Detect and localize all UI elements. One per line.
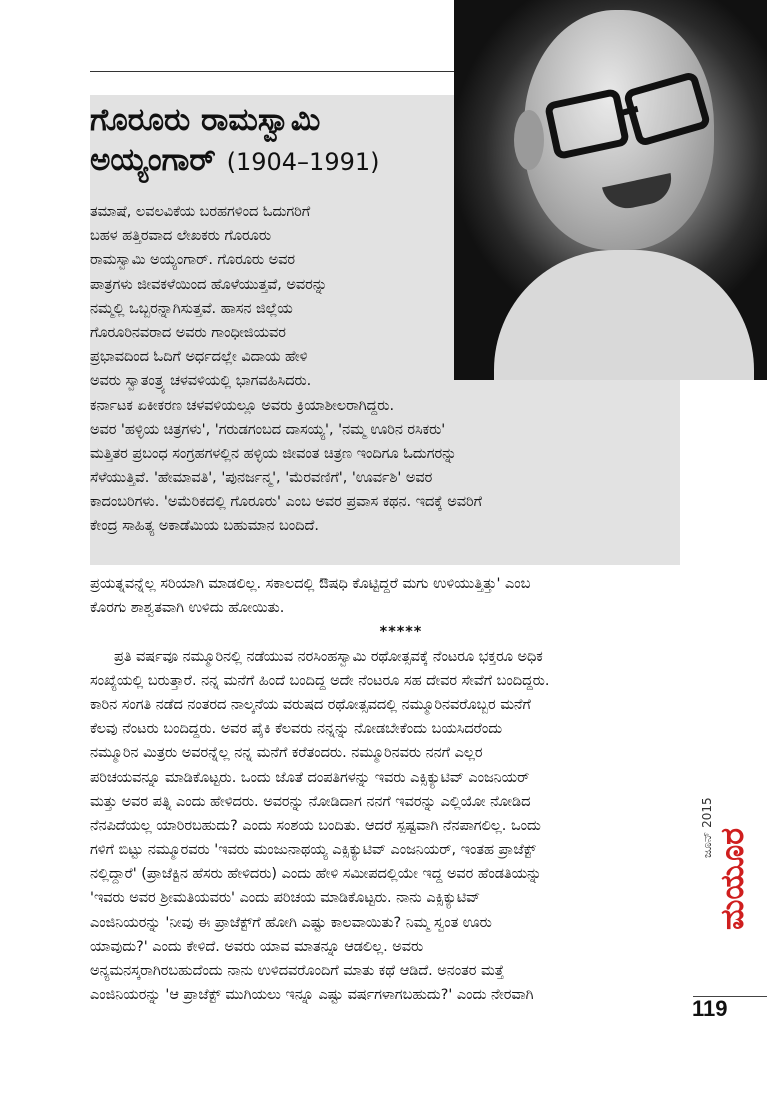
body-line: ಅನ್ಯಮನಸ್ಕರಾಗಿರಬಹುದೆಂದು ನಾನು ಉಳಿದವರೊಂದಿಗೆ ಮಾತು ಕಥೆ ಆಡಿದೆ. ಅನಂತರ ಮತ್ತೆ <box>90 963 505 979</box>
body-line: ಪರಿಚಯವನ್ನೂ ಮಾಡಿಕೊಟ್ಟರು. ಒಂದು ಜೊತೆ ದಂಪತಿಗಳನ್ನು ಇವರು ಎಕ್ಸಿಕ್ಯುಟಿವ್ ಎಂಜನಿಯರ್ <box>90 769 530 786</box>
body-line: ಪ್ರಯತ್ನವನ್ನೆಲ್ಲ ಸರಿಯಾಗಿ ಮಾಡಲಿಲ್ಲ. ಸಕಾಲದಲ್ಲಿ ಔಷಧಿ ಕೊಟ್ಟಿದ್ದರೆ ಮಗು ಉಳಿಯುತ್ತಿತ್ತು' ಎಂಬ <box>90 576 531 592</box>
title-line-2 <box>90 140 450 182</box>
intro-line: ಪಾತ್ರಗಳು ಜೀವಕಳೆಯಿಂದ ಹೊಳೆಯುತ್ತವೆ, ಅವರನ್ನು <box>90 276 328 293</box>
magazine-name: ಮಯೂರ <box>713 827 751 930</box>
title-line-1: ಗೊರೂರು ರಾಮಸ್ವಾಮಿ <box>90 102 321 138</box>
intro-line: ಗೊರೂರಿನವರಾದ ಅವರು ಗಾಂಧೀಜಿಯವರ <box>90 324 286 341</box>
page-number: 119 <box>692 996 728 1021</box>
body-line: ನೆನಪಿದೆಯಲ್ಲ ಯಾರಿರಬಹುದು? ಎಂದು ಸಂಶಯ ಬಂದಿತು. ಆದರೆ ಸ್ಪಷ್ಟವಾಗಿ ನೆನಪಾಗಲಿಲ್ಲ. ಒಂದು <box>90 817 541 834</box>
intro-line: ರಾಮಸ್ವಾಮಿ ಅಯ್ಯಂಗಾರ್. ಗೊರೂರು ಅವರ <box>90 252 295 269</box>
intro-line: ಮತ್ತಿತರ ಪ್ರಬಂಧ ಸಂಗ್ರಹಗಳಲ್ಲಿನ ಹಳ್ಳಿಯ ಜೀವಂತ ಚಿತ್ರಣ ಇಂದಿಗೂ ಓದುಗರನ್ನು <box>90 445 457 462</box>
article-body <box>90 572 682 1007</box>
sidebar-title <box>90 100 450 182</box>
intro-line: ಅವರು ಸ್ವಾತಂತ್ರ್ಯ ಚಳವಳಿಯಲ್ಲಿ ಭಾಗವಹಿಸಿದರು. <box>90 373 312 390</box>
portrait-ear <box>514 110 544 170</box>
body-line: 'ಇವರು ಅವರ ಶ್ರೀಮತಿಯವರು' ಎಂದು ಪರಿಚಯ ಮಾಡಿಕೊಟ್ಟರು. ನಾನು ಎಕ್ಸಿಕ್ಯುಟಿವ್ <box>90 890 481 907</box>
title-years: (1904–1991) <box>226 148 380 176</box>
title-name: ಅಯ್ಯಂಗಾರ್ <box>90 142 216 178</box>
body-line: ಪ್ರತಿ ವರ್ಷವೂ ನಮ್ಮೂರಿನಲ್ಲಿ ನಡೆಯುವ ನರಸಿಂಹಸ್ವಾಮಿ ರಥೋತ್ಸವಕ್ಕೆ ನೆಂಟರೂ ಭಕ್ತರೂ ಅಧಿಕ <box>114 648 543 665</box>
body-line: ಕೆಲವು ನೆಂಟರು ಬಂದಿದ್ದರು. ಅವರ ಪೈಕಿ ಕೆಲವರು ನನ್ನನ್ನು ನೋಡಬೇಕೆಂದು ಬಯಸಿದರೆಂದು <box>90 721 503 738</box>
intro-line: ತಮಾಷೆ, ಲವಲವಿಕೆಯ ಬರಹಗಳಿಂದ ಓದುಗರಿಗೆ <box>90 204 311 220</box>
intro-line: ನಮ್ಮಲ್ಲಿ ಒಬ್ಬರನ್ನಾಗಿಸುತ್ತವೆ. ಹಾಸನ ಜಿಲ್ಲೆಯ <box>90 300 293 317</box>
section-separator: ***** <box>379 624 423 641</box>
body-line: ಕಾರಿನ ಸಂಗತಿ ನಡೆದ ನಂತರದ ನಾಲ್ಕನೆಯ ವರುಷದ ರಥೋತ್ಸವದಲ್ಲಿ ನಮ್ಮೂರಿನವರೊಬ್ಬರ ಮನೆಗೆ <box>90 696 531 713</box>
intro-line: ಅವರ 'ಹಳ್ಳಿಯ ಚಿತ್ರಗಳು', 'ಗರುಡಗಂಬದ ದಾಸಯ್ಯ', 'ನಮ್ಮ ಊರಿನ ರಸಿಕರು' <box>90 421 446 438</box>
intro-line: ಪ್ರಭಾವದಿಂದ ಓದಿಗೆ ಅರ್ಧದಲ್ಲೇ ವಿದಾಯ ಹೇಳಿ <box>90 349 308 366</box>
body-line: ಎಂಜಿನಿಯರನ್ನು 'ನೀವು ಈ ಪ್ರಾಜೆಕ್ಟ್‌ಗೆ ಹೋಗಿ ಎಷ್ಟು ಕಾಲವಾಯಿತು? ನಿಮ್ಮ ಸ್ವಂತ ಊರು <box>90 914 492 931</box>
intro-line: ಕರ್ನಾಟಕ ಏಕೀಕರಣ ಚಳವಳಿಯಲ್ಲೂ ಅವರು ಕ್ರಿಯಾಶೀಲರಾಗಿದ್ದರು. <box>90 397 395 414</box>
body-line: ನಲ್ಲಿದ್ದಾರೆ' (ಪ್ರಾಜೆಕ್ಟಿನ ಹೆಸರು ಹೇಳಿದರು) ಎಂದು ಹೇಳಿ ಸಮೀಪದಲ್ಲಿಯೇ ಇದ್ದ ಅವರ ಹೆಂಡತಿಯನ್ನು <box>90 866 542 883</box>
intro-line: ಬಹಳ ಹತ್ತಿರವಾದ ಲೇಖಕರು ಗೊರೂರು <box>90 228 272 245</box>
intro-line: ಕಾದಂಬರಿಗಳು. 'ಅಮೆರಿಕದಲ್ಲಿ ಗೊರೂರು' ಎಂಬ ಅವರ ಪ್ರವಾಸ ಕಥನ. ಇದಕ್ಕೆ ಅವರಿಗೆ <box>90 494 482 511</box>
body-line: ಗಳಿಗೆ ಬಿಟ್ಟು ನಮ್ಮೂರವರು 'ಇವರು ಮಂಜುನಾಥಯ್ಯ ಎಕ್ಸಿಕ್ಯುಟಿವ್ ಎಂಜನಿಯರ್, ಇಂತಹ ಪ್ರಾಜೆಕ್ಟ್ <box>90 842 536 859</box>
header-rule <box>90 71 470 72</box>
body-line: ಮತ್ತು ಅವರ ಪತ್ನಿ ಎಂದು ಹೇಳಿದರು. ಅವರನ್ನು ನೋಡಿದಾಗ ನನಗೆ ಇವರನ್ನು ಎಲ್ಲಿಯೋ ನೋಡಿದ <box>90 793 531 810</box>
intro-line: ಕೇಂದ್ರ ಸಾಹಿತ್ಯ ಅಕಾಡೆಮಿಯ ಬಹುಮಾನ ಬಂದಿದೆ. <box>90 518 319 535</box>
body-line: ಯಾವುದು?' ಎಂದು ಕೇಳಿದೆ. ಅವರು ಯಾವ ಮಾತನ್ನೂ ಆಡಲಿಲ್ಲ. ಅವರು <box>90 938 424 955</box>
body-line: ಎಂಜಿನಿಯರನ್ನು 'ಆ ಪ್ರಾಜೆಕ್ಟ್ ಮುಗಿಯಲು ಇನ್ನೂ ಎಷ್ಟು ವರ್ಷಗಳಾಗಬಹುದು?' ಎಂದು ನೇರವಾಗಿ <box>90 987 534 1004</box>
issue-month-year: ಜೂನ್ 2015 <box>700 797 714 858</box>
intro-line: ಸೆಳೆಯುತ್ತಿವೆ. 'ಹೇಮಾವತಿ', 'ಪುನರ್ಜನ್ಮ', 'ಮೆರವಣಿಗೆ', 'ಊರ್ವಶಿ' ಅವರ <box>90 470 433 487</box>
body-line: ನಮ್ಮೂರಿನ ಮಿತ್ರರು ಅವರನ್ನೆಲ್ಲ ನನ್ನ ಮನೆಗೆ ಕರೆತಂದರು. ನಮ್ಮೂರಿನವರು ನನಗೆ ಎಲ್ಲರ <box>90 745 483 762</box>
body-line: ಸಂಖ್ಯೆಯಲ್ಲಿ ಬರುತ್ತಾರೆ. ನನ್ನ ಮನೆಗೆ ಹಿಂದೆ ಬಂದಿದ್ದ ಅದೇ ನೆಂಟರೂ ಸಹ ದೇವರ ಸೇವೆಗೆ ಬಂದಿದ್ದರು. <box>90 672 550 689</box>
bio-intro-text <box>90 200 690 539</box>
body-line: ಕೊರಗು ಶಾಶ್ವತವಾಗಿ ಉಳಿದು ಹೋಯಿತು. <box>90 600 285 617</box>
